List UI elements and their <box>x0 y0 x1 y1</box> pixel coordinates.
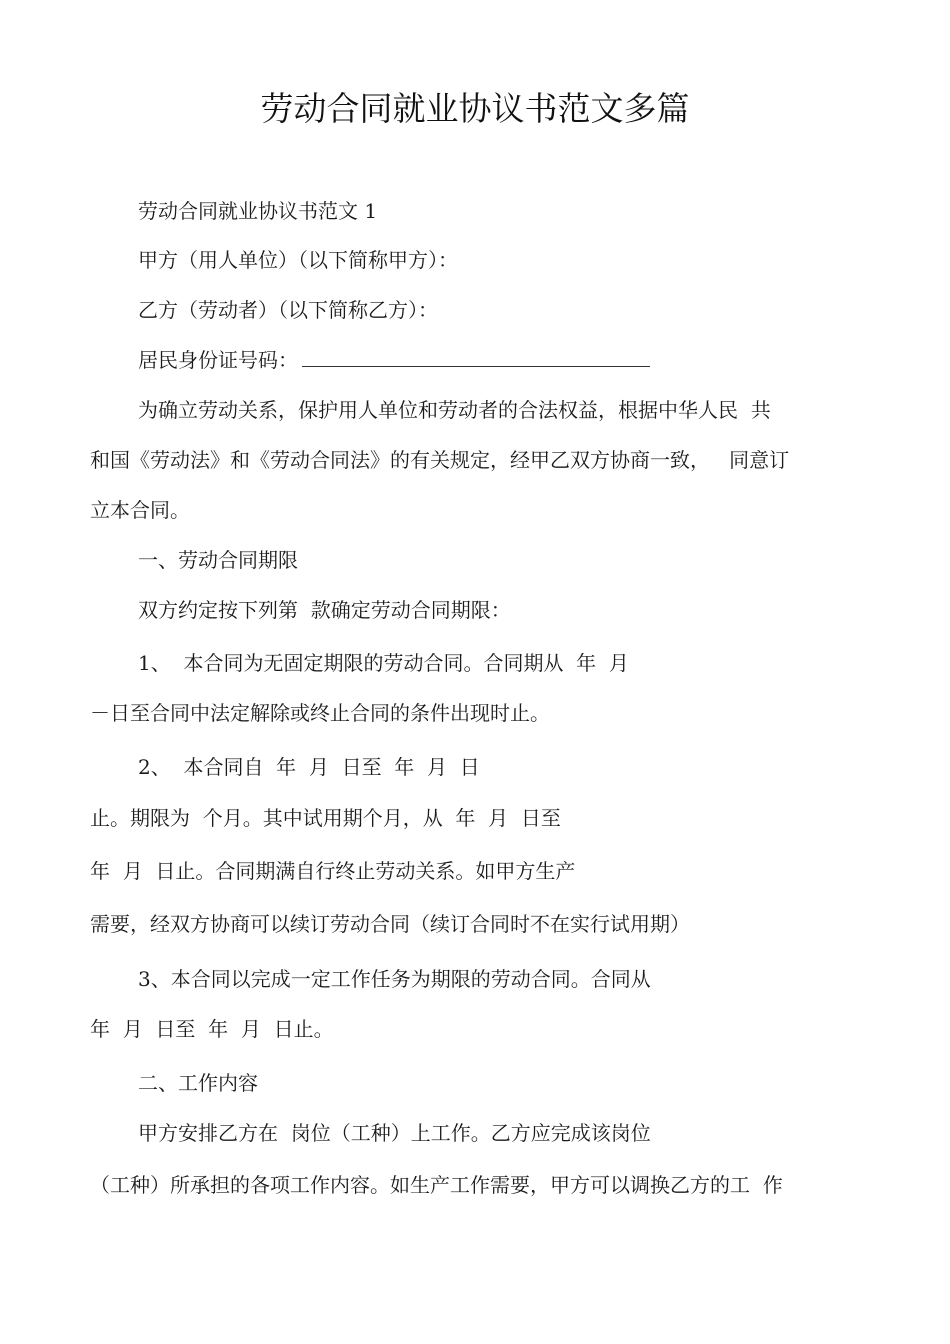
id-number-label: 居民身份证号码： <box>138 348 298 372</box>
id-number-line <box>138 345 650 375</box>
paragraph-line: （工种）所承担的各项工作内容。如生产工作需要，甲方可以调换乙方的工 作 <box>90 1173 783 1197</box>
paragraph-line: 立本合同。 <box>90 498 190 522</box>
id-number-blank <box>302 346 650 367</box>
paragraph-line: 年 月 日止。合同期满自行终止劳动关系。如甲方生产 <box>90 859 576 883</box>
paragraph-line: 止。期限为 个月。其中试用期个月，从 年 月 日至 <box>90 806 561 830</box>
paragraph-line: 为确立劳动关系，保护用人单位和劳动者的合法权益，根据中华人民 共 <box>138 398 771 422</box>
paragraph-line: 甲方安排乙方在 岗位（工种）上工作。乙方应完成该岗位 <box>138 1121 651 1145</box>
section-heading-1: 劳动合同就业协议书范文 1 <box>138 199 378 223</box>
paragraph-line: 需要，经双方协商可以续订劳动合同（续订合同时不在实行试用期） <box>90 912 690 936</box>
paragraph-line: 年 月 日至 年 月 日止。 <box>90 1017 334 1041</box>
paragraph-line: 1、 本合同为无固定期限的劳动合同。合同期从 年 月 <box>138 651 629 675</box>
paragraph-line: 双方约定按下列第 款确定劳动合同期限： <box>138 598 511 622</box>
paragraph-line: 2、 本合同自 年 月 日至 年 月 日 <box>138 755 480 779</box>
document-title: 劳动合同就业协议书范文多篇 <box>260 89 690 128</box>
paragraph-line: 3、本合同以完成一定工作任务为期限的劳动合同。合同从 <box>138 967 651 991</box>
paragraph-line: －日至合同中法定解除或终止合同的条件出现时止。 <box>90 701 550 725</box>
clause-heading: 二、工作内容 <box>138 1071 258 1095</box>
paragraph-line: 和国《劳动法》和《劳动合同法》的有关规定，经甲乙双方协商一致， 同意订 <box>90 448 790 472</box>
clause-heading: 一、劳动合同期限 <box>138 548 298 572</box>
party-b-line: 乙方（劳动者）（以下简称乙方）： <box>138 298 438 322</box>
party-a-line: 甲方（用人单位）（以下简称甲方）： <box>138 248 458 272</box>
